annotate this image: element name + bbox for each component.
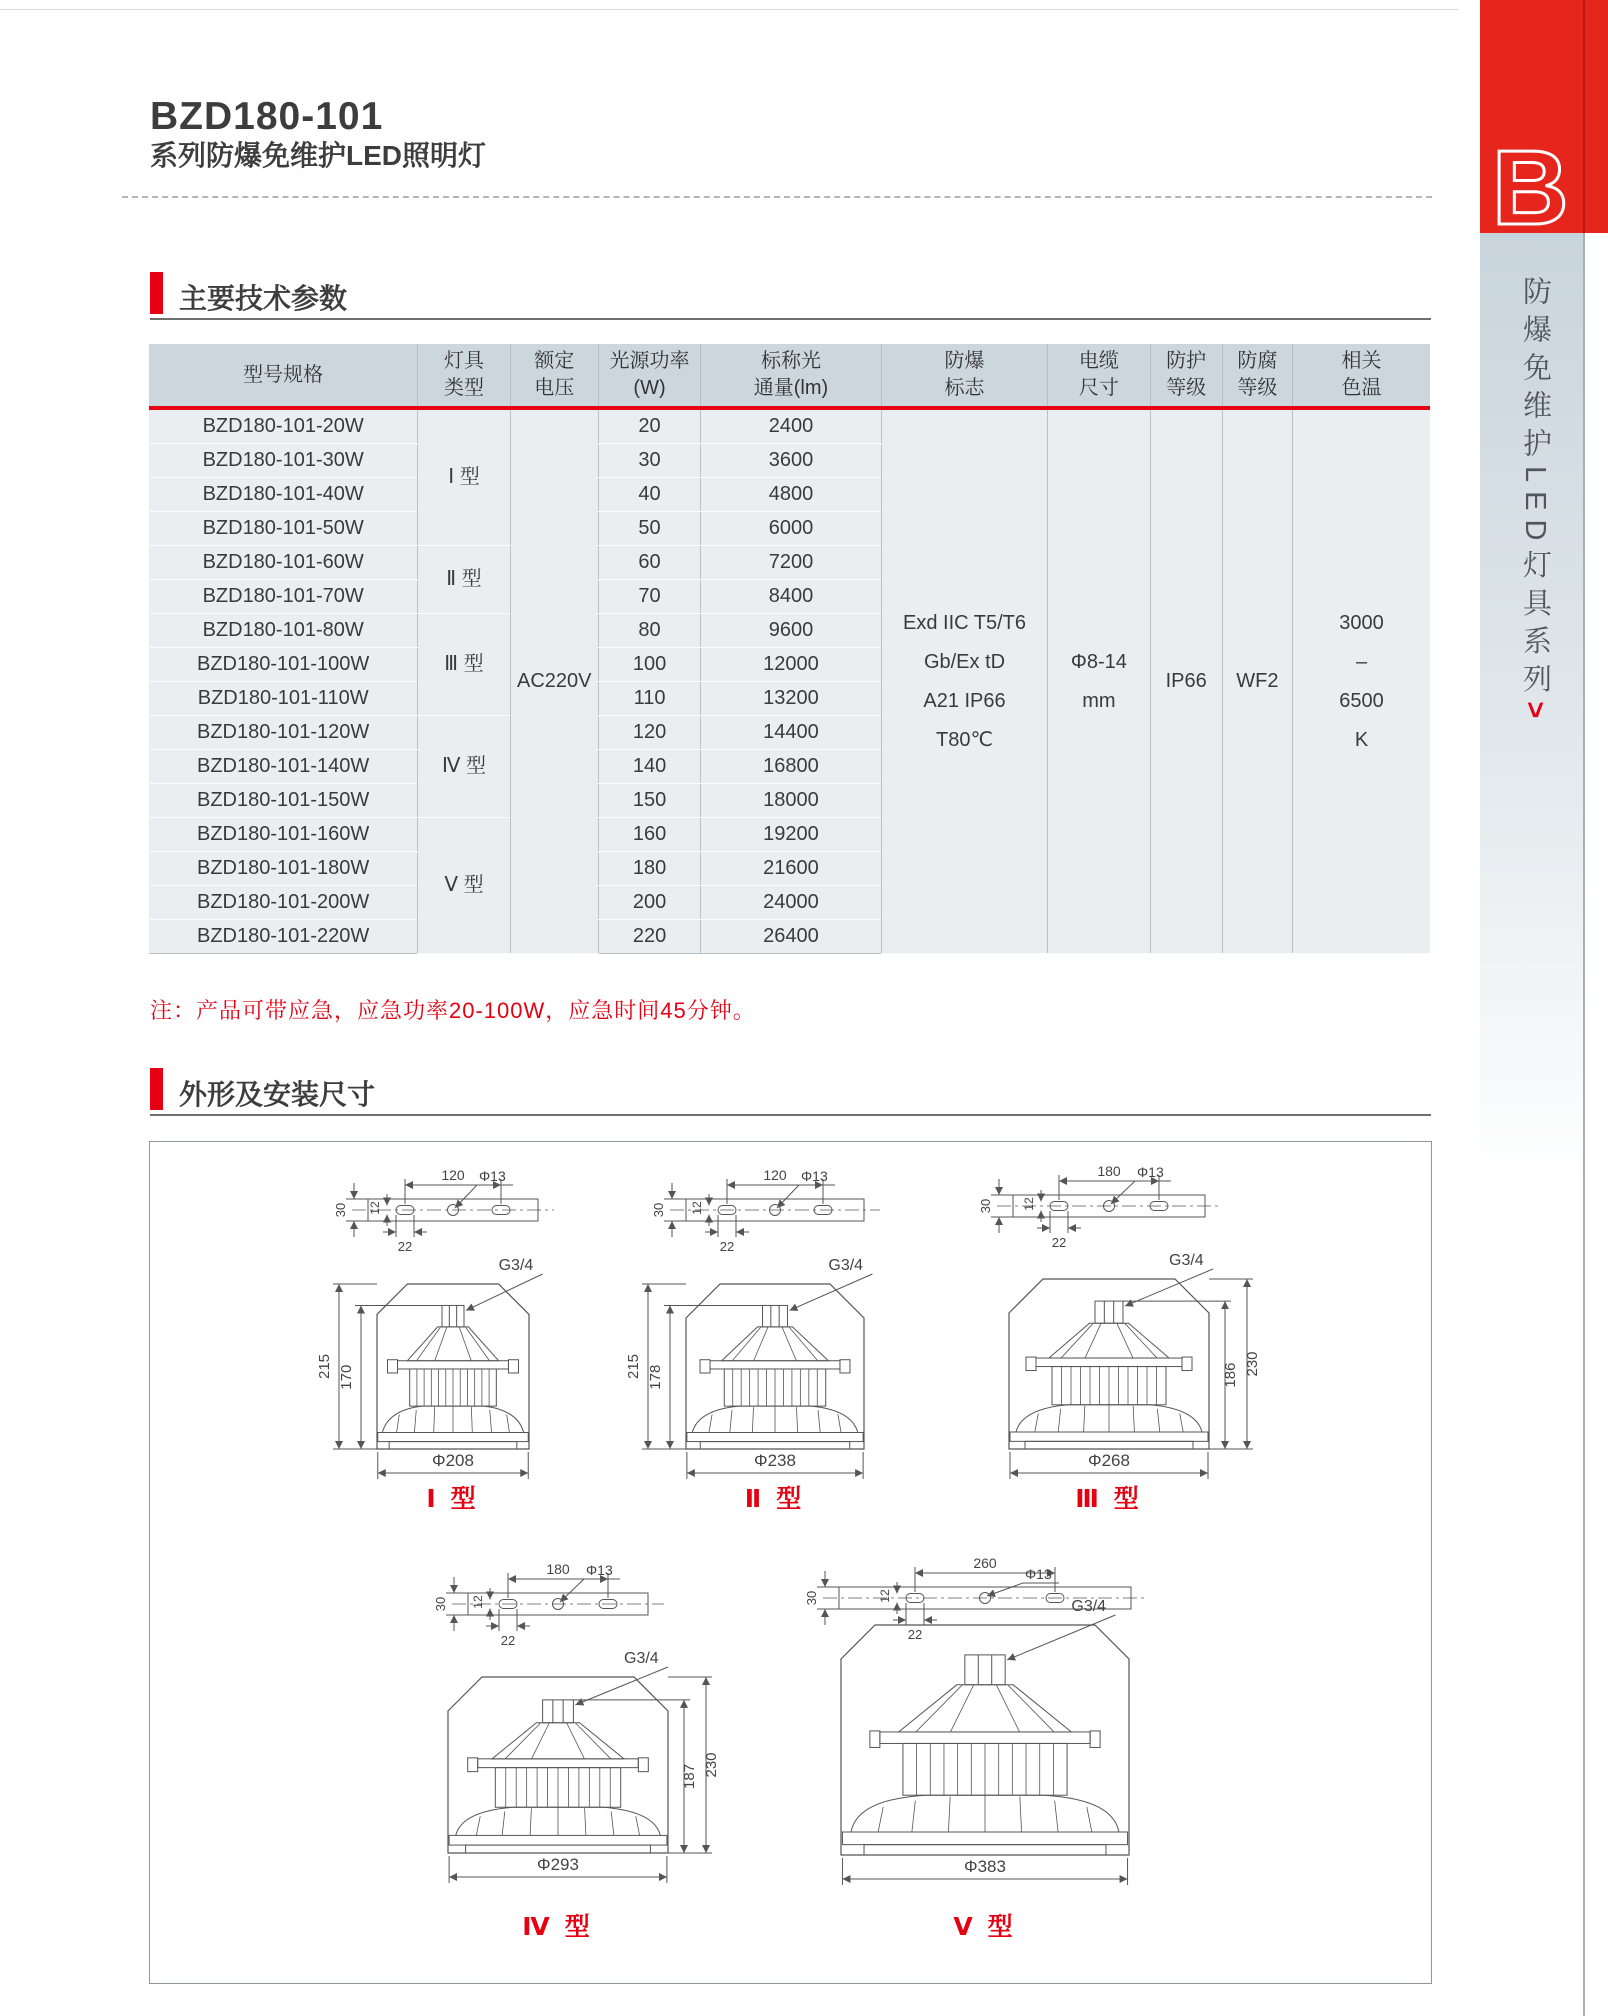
dimension-drawing-type-1 — [301, 1147, 611, 1519]
power-cell: 30 — [598, 444, 700, 478]
ex-mark-cell: Exd IIC T5/T6 Gb/Ex tD A21 IP66 T80℃ — [881, 408, 1048, 954]
section-underline — [150, 1114, 1431, 1116]
power-cell: 160 — [598, 818, 700, 852]
page-edge-rule — [1583, 0, 1585, 2016]
svg-text:12: 12 — [368, 1201, 382, 1215]
drawing-type-label: Ⅰ 型 — [426, 1485, 480, 1513]
svg-text:22: 22 — [397, 1239, 413, 1254]
svg-text:187: 187 — [681, 1763, 698, 1789]
column-header: 灯具 类型 — [418, 344, 510, 408]
svg-text:G3/4: G3/4 — [624, 1650, 659, 1667]
power-cell: 180 — [598, 852, 700, 886]
svg-text:230: 230 — [1244, 1351, 1261, 1377]
svg-text:G3/4: G3/4 — [1169, 1252, 1204, 1269]
power-cell: 120 — [598, 716, 700, 750]
column-header: 标称光 通量(lm) — [701, 344, 882, 408]
model-cell: BZD180-101-120W — [149, 716, 418, 750]
model-cell: BZD180-101-40W — [149, 478, 418, 512]
drawing-type-label: Ⅴ 型 — [953, 1913, 1017, 1941]
svg-text:30: 30 — [978, 1198, 993, 1214]
svg-text:22: 22 — [500, 1633, 516, 1648]
dimension-drawing-type-2 — [617, 1147, 933, 1519]
anti-corrosion-cell: WF2 — [1222, 408, 1292, 954]
svg-text:230: 230 — [703, 1752, 720, 1778]
spec-table — [149, 344, 1430, 954]
model-cell: BZD180-101-140W — [149, 750, 418, 784]
flux-cell: 7200 — [701, 546, 882, 580]
chapter-tab — [1480, 0, 1608, 247]
section-title: 主要技术参数 — [179, 283, 348, 314]
emergency-note: 注：产品可带应急，应急功率20-100W，应急时间45分钟。 — [150, 998, 756, 1023]
flux-cell: 26400 — [701, 920, 882, 954]
power-cell: 50 — [598, 512, 700, 546]
svg-text:30: 30 — [804, 1590, 819, 1606]
dimension-drawing-type-5 — [769, 1549, 1211, 1947]
section-accent-bar — [150, 1068, 163, 1110]
drawing-type-label: Ⅳ 型 — [522, 1913, 594, 1941]
svg-text:260: 260 — [973, 1555, 997, 1571]
chapter-letter: B — [1492, 129, 1569, 247]
svg-text:12: 12 — [690, 1201, 704, 1215]
model-cell: BZD180-101-180W — [149, 852, 418, 886]
lamp-type-cell: Ⅰ 型 — [418, 408, 510, 546]
sidebar-series-text: 防爆免维护LED灯具系列 — [1519, 276, 1551, 702]
power-cell: 60 — [598, 546, 700, 580]
lamp-type-cell: Ⅱ 型 — [418, 546, 510, 614]
column-header: 防爆 标志 — [881, 344, 1048, 408]
svg-text:Φ13: Φ13 — [479, 1168, 506, 1184]
model-cell: BZD180-101-20W — [149, 408, 418, 444]
svg-text:120: 120 — [441, 1167, 465, 1183]
power-cell: 70 — [598, 580, 700, 614]
power-cell: 40 — [598, 478, 700, 512]
svg-text:178: 178 — [647, 1364, 664, 1390]
column-header: 型号规格 — [149, 344, 418, 408]
model-cell: BZD180-101-30W — [149, 444, 418, 478]
chapter-tab-rule — [1583, 0, 1585, 233]
sidebar-series-label — [1515, 276, 1556, 727]
power-cell: 100 — [598, 648, 700, 682]
dimension-drawing-type-3 — [939, 1147, 1291, 1519]
svg-text:Φ268: Φ268 — [1088, 1451, 1130, 1470]
svg-text:186: 186 — [1222, 1362, 1239, 1388]
svg-text:Φ13: Φ13 — [1025, 1566, 1052, 1582]
power-cell: 150 — [598, 784, 700, 818]
power-cell: 220 — [598, 920, 700, 954]
dimension-drawing-type-4 — [384, 1549, 746, 1947]
section-header-specs — [150, 272, 347, 317]
section-accent-bar — [150, 272, 163, 314]
lamp-type-cell: Ⅲ 型 — [418, 614, 510, 716]
voltage-cell: AC220V — [510, 408, 598, 954]
svg-text:22: 22 — [719, 1239, 735, 1254]
model-cell: BZD180-101-80W — [149, 614, 418, 648]
flux-cell: 21600 — [701, 852, 882, 886]
page-top-rule — [0, 9, 1458, 10]
dimension-drawings-box — [149, 1141, 1432, 1984]
flux-cell: 13200 — [701, 682, 882, 716]
flux-cell: 6000 — [701, 512, 882, 546]
power-cell: 80 — [598, 614, 700, 648]
column-header: 相关 色温 — [1293, 344, 1430, 408]
power-cell: 140 — [598, 750, 700, 784]
power-cell: 110 — [598, 682, 700, 716]
model-cell: BZD180-101-200W — [149, 886, 418, 920]
drawing-type-label: Ⅱ 型 — [744, 1485, 806, 1513]
flux-cell: 16800 — [701, 750, 882, 784]
svg-text:180: 180 — [546, 1561, 570, 1577]
svg-text:22: 22 — [1051, 1235, 1067, 1250]
model-cell: BZD180-101-60W — [149, 546, 418, 580]
model-cell: BZD180-101-100W — [149, 648, 418, 682]
flux-cell: 3600 — [701, 444, 882, 478]
svg-text:170: 170 — [338, 1364, 355, 1390]
svg-text:G3/4: G3/4 — [1071, 1598, 1107, 1615]
cable-size-cell: Φ8-14 mm — [1048, 408, 1150, 954]
svg-text:120: 120 — [763, 1167, 787, 1183]
model-cell: BZD180-101-160W — [149, 818, 418, 852]
flux-cell: 19200 — [701, 818, 882, 852]
column-header: 电缆 尺寸 — [1048, 344, 1150, 408]
spec-table-wrap — [149, 344, 1430, 954]
flux-cell: 14400 — [701, 716, 882, 750]
svg-text:Φ13: Φ13 — [1137, 1164, 1164, 1180]
svg-text:30: 30 — [333, 1202, 348, 1218]
column-header: 防腐 等级 — [1222, 344, 1292, 408]
svg-text:Φ383: Φ383 — [964, 1857, 1006, 1876]
svg-text:Φ13: Φ13 — [801, 1168, 828, 1184]
svg-text:22: 22 — [907, 1627, 923, 1642]
product-series-name: 系列防爆免维护LED照明灯 — [150, 140, 487, 171]
column-header: 额定 电压 — [510, 344, 598, 408]
power-cell: 200 — [598, 886, 700, 920]
svg-text:Φ238: Φ238 — [754, 1451, 796, 1470]
svg-text:215: 215 — [316, 1353, 333, 1380]
model-cell: BZD180-101-110W — [149, 682, 418, 716]
svg-text:Φ208: Φ208 — [432, 1451, 474, 1470]
flux-cell: 24000 — [701, 886, 882, 920]
table-row — [149, 408, 1430, 444]
flux-cell: 8400 — [701, 580, 882, 614]
section-title: 外形及安装尺寸 — [179, 1079, 376, 1110]
flux-cell: 2400 — [701, 408, 882, 444]
title-divider — [122, 196, 1432, 198]
svg-text:G3/4: G3/4 — [828, 1257, 864, 1274]
column-header: 防护 等级 — [1150, 344, 1222, 408]
svg-text:180: 180 — [1097, 1163, 1121, 1179]
flux-cell: 18000 — [701, 784, 882, 818]
svg-text:Φ293: Φ293 — [537, 1855, 579, 1874]
svg-text:12: 12 — [1022, 1197, 1036, 1211]
ip-rating-cell: IP66 — [1150, 408, 1222, 954]
model-cell: BZD180-101-70W — [149, 580, 418, 614]
power-cell: 20 — [598, 408, 700, 444]
spec-table-body — [149, 408, 1430, 954]
drawing-type-label: Ⅲ 型 — [1075, 1485, 1143, 1513]
svg-text:G3/4: G3/4 — [498, 1257, 534, 1274]
section-header-dimensions — [150, 1068, 375, 1113]
model-cell: BZD180-101-220W — [149, 920, 418, 954]
cct-cell: 3000 – 6500 K — [1293, 408, 1430, 954]
svg-text:Φ13: Φ13 — [586, 1562, 613, 1578]
model-cell: BZD180-101-150W — [149, 784, 418, 818]
lamp-type-cell: Ⅳ 型 — [418, 716, 510, 818]
spec-table-head — [149, 344, 1430, 408]
chevron-right-icon: > — [1519, 701, 1551, 728]
flux-cell: 4800 — [701, 478, 882, 512]
svg-text:215: 215 — [625, 1353, 642, 1380]
model-cell: BZD180-101-50W — [149, 512, 418, 546]
flux-cell: 9600 — [701, 614, 882, 648]
product-series-code: BZD180-101 — [150, 95, 384, 138]
flux-cell: 12000 — [701, 648, 882, 682]
svg-text:30: 30 — [651, 1202, 666, 1218]
svg-text:12: 12 — [471, 1595, 485, 1609]
svg-text:12: 12 — [878, 1589, 892, 1603]
section-underline — [150, 318, 1431, 320]
svg-text:30: 30 — [433, 1596, 448, 1612]
page-title — [150, 96, 486, 174]
lamp-type-cell: Ⅴ 型 — [418, 818, 510, 954]
column-header: 光源功率 (W) — [598, 344, 700, 408]
